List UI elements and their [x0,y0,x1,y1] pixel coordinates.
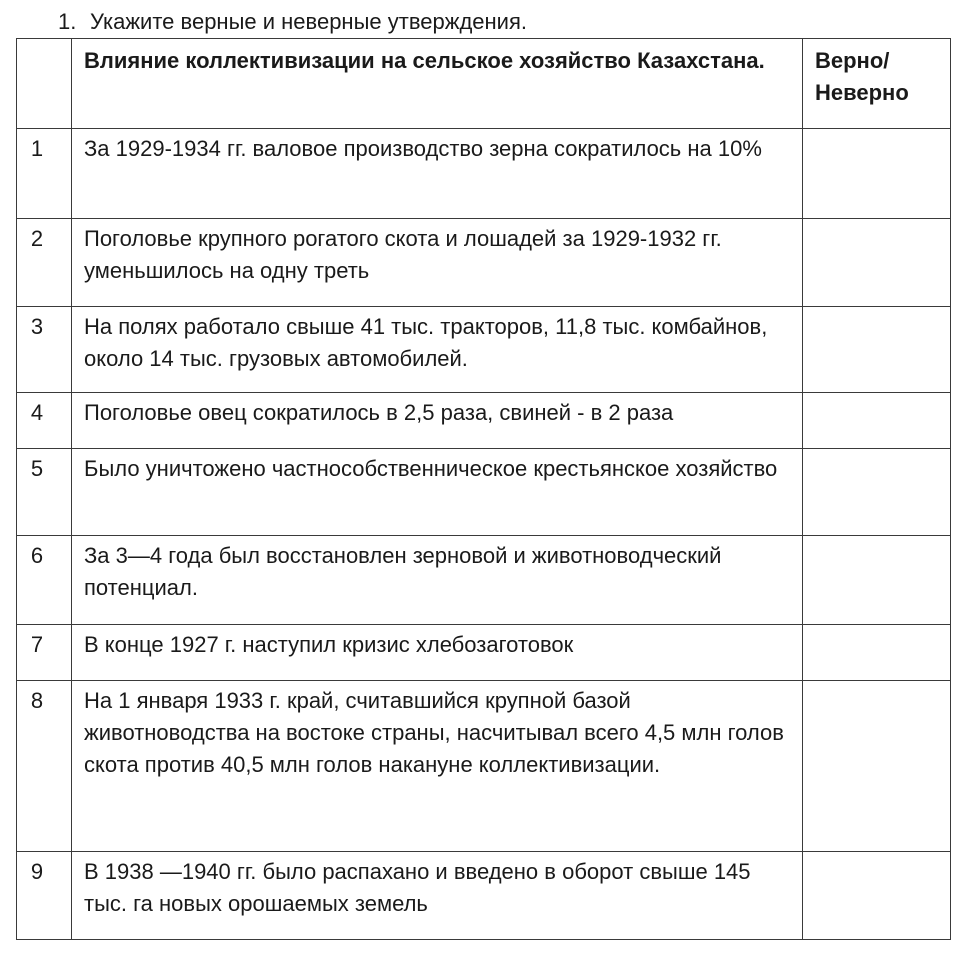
table-row [17,681,951,852]
task-number: 1. [58,9,77,34]
row-number: 7 [17,625,72,681]
row-answer-field[interactable] [803,307,951,393]
row-number: 2 [17,219,72,307]
table-row [17,852,951,940]
row-statement: Было уничтожено частнособственническое крестьянское хозяйство [72,449,803,536]
table-header-row [17,39,951,129]
table-row [17,307,951,393]
row-statement: В конце 1927 г. наступил кризис хлебозаготовок [72,625,803,681]
row-statement: На 1 января 1933 г. край, считавшийся крупной базой животноводства на востоке страны, насчитывал всего 4,5 млн голов скота против 40,5 млн голов накануне коллективизации. [72,681,803,852]
row-statement: За 3—4 года был восстановлен зерновой и животноводческий потенциал. [72,536,803,625]
row-statement: На полях работало свыше 41 тыс. тракторов, 11,8 тыс. комбайнов, около 14 тыс. грузовых автомобилей. [72,307,803,393]
row-number: 1 [17,129,72,219]
row-statement: Поголовье овец сократилось в 2,5 раза, свиней - в 2 раза [72,393,803,449]
row-statement: За 1929-1934 гг. валовое производство зерна сократилось на 10% [72,129,803,219]
row-answer-field[interactable] [803,625,951,681]
row-answer-field[interactable] [803,536,951,625]
table-row [17,129,951,219]
row-number: 8 [17,681,72,852]
table-row [17,393,951,449]
row-answer-field[interactable] [803,219,951,307]
header-answer-line1: Верно/ [815,48,890,73]
row-number: 4 [17,393,72,449]
task-heading [58,8,527,36]
header-number-cell [17,39,72,129]
header-answer-line2: Неверно [815,80,909,105]
row-answer-field[interactable] [803,681,951,852]
table-row [17,625,951,681]
table-row [17,449,951,536]
row-answer-field[interactable] [803,393,951,449]
table-row [17,536,951,625]
header-answer-cell [803,39,951,129]
row-answer-field[interactable] [803,129,951,219]
task-title-text: Укажите верные и неверные утверждения. [90,9,527,34]
row-statement: Поголовье крупного рогатого скота и лошадей за 1929-1932 гг. уменьшилось на одну треть [72,219,803,307]
row-number: 5 [17,449,72,536]
row-number: 9 [17,852,72,940]
row-answer-field[interactable] [803,449,951,536]
row-number: 6 [17,536,72,625]
statements-table [16,38,951,940]
table-row [17,219,951,307]
row-number: 3 [17,307,72,393]
header-statement-cell: Влияние коллективизации на сельское хозяйство Казахстана. [72,39,803,129]
row-answer-field[interactable] [803,852,951,940]
row-statement: В 1938 —1940 гг. было распахано и введено в оборот свыше 145 тыс. га новых орошаемых земель [72,852,803,940]
